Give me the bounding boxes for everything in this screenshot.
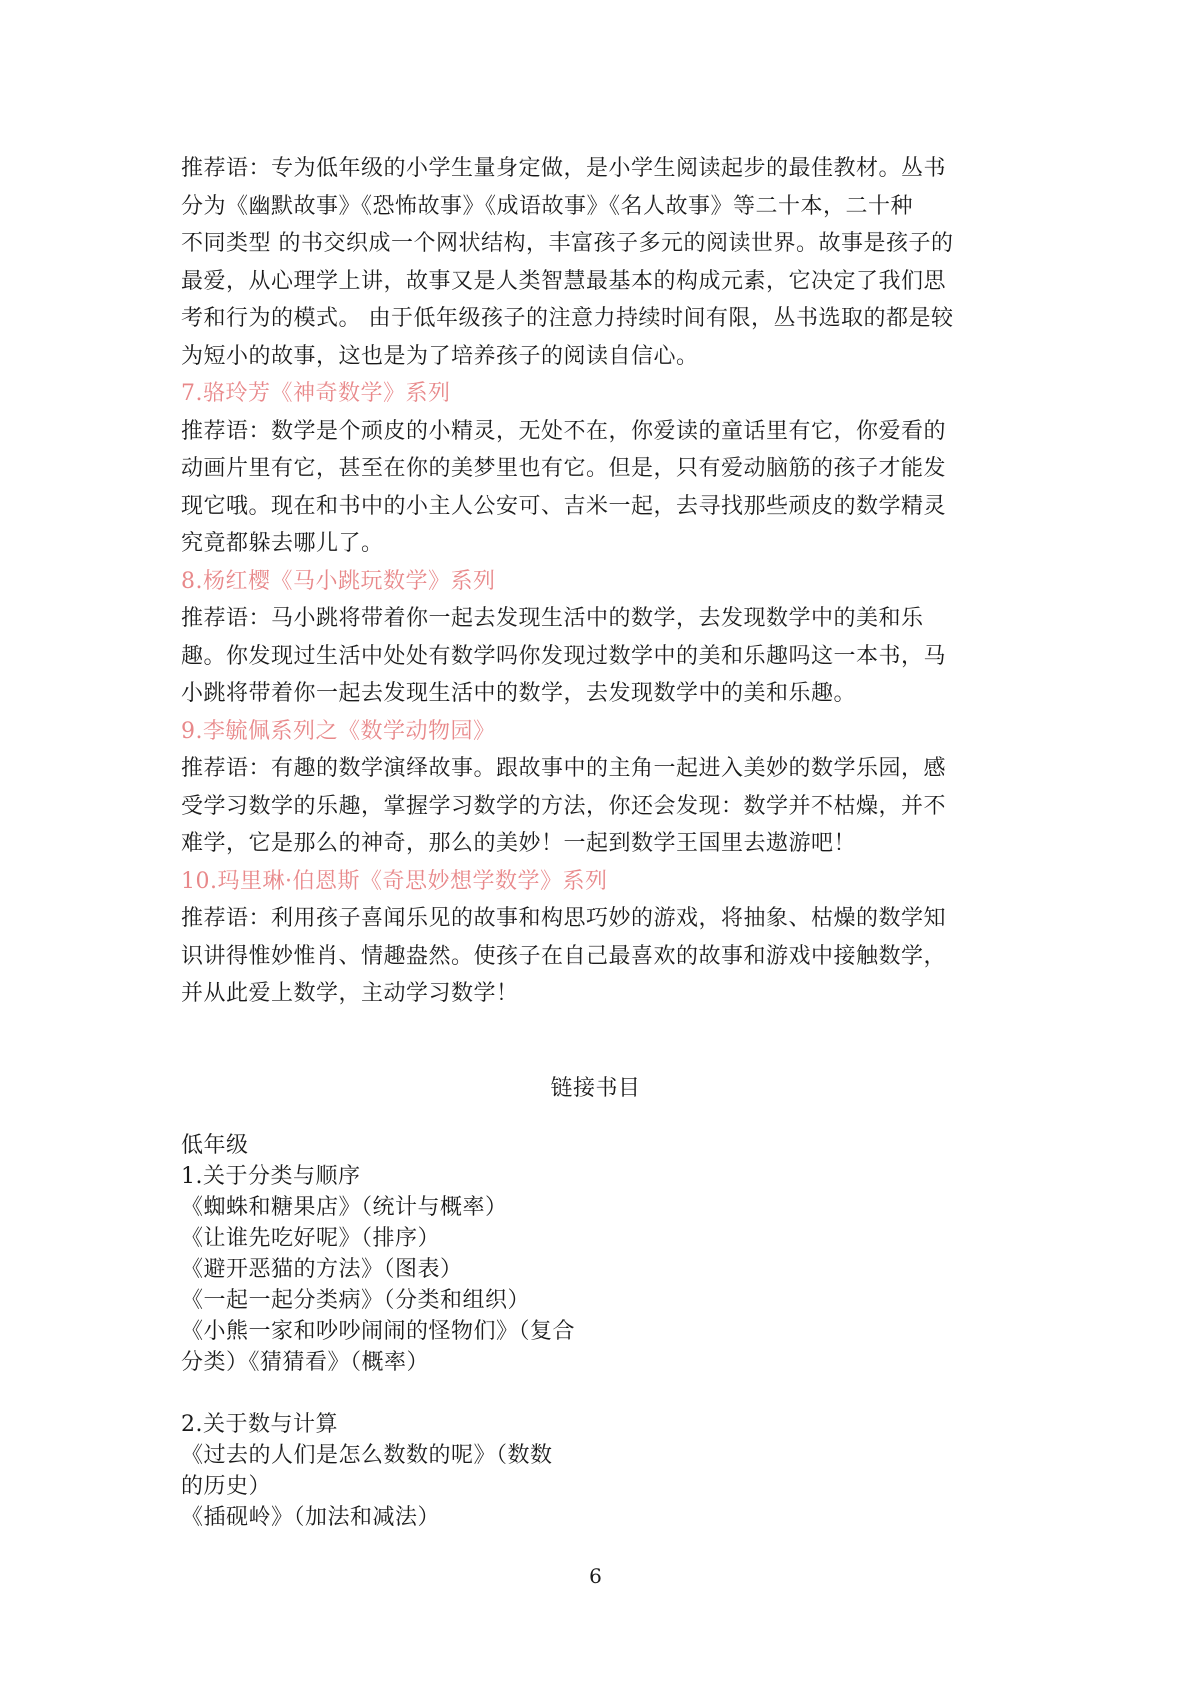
book10-line: 并从此爱上数学，主动学习数学！ [181,981,519,1006]
book9-line: 推荐语：有趣的数学演绎故事。跟故事中的主角一起进入美妙的数学乐园，感 [181,756,947,781]
page-number: 6 [589,1564,602,1588]
list-item: 《一起一起分类病》（分类和组织） [181,1288,531,1313]
book9-heading: 9.李毓佩系列之《数学动物园》 [181,718,496,744]
intro-line: 分为《幽默故事》《恐怖故事》《成语故事》《名人故事》等二十本，二十种 [181,193,914,219]
group1-title: 1.关于分类与顺序 [181,1164,361,1189]
linked-books-title: 链接书目 [550,1076,641,1101]
book8-line: 推荐语：马小跳将带着你一起去发现生活中的数学，去发现数学中的美和乐 [181,606,924,631]
grade-label: 低年级 [181,1133,249,1158]
book9-line: 受学习数学的乐趣，掌握学习数学的方法，你还会发现：数学并不枯燥，并不 [181,793,947,819]
book8-line: 小跳将带着你一起去发现生活中的数学，去发现数学中的美和乐趣。 [181,681,857,706]
intro-line: 为短小的故事，这也是为了培养孩子的阅读自信心。 [181,343,699,369]
book-recommendations [181,150,1011,1013]
intro-line: 最爱，从心理学上讲，故事又是人类智慧最基本的构成元素，它决定了我们思 [181,268,947,294]
book8-heading: 8.杨红樱《马小跳玩数学》系列 [181,568,496,594]
book7-line: 推荐语：数学是个顽皮的小精灵，无处不在，你爱读的童话里有它，你爱看的 [181,418,947,444]
intro-line: 推荐语：专为低年级的小学生量身定做，是小学生阅读起步的最佳教材。丛书 [181,156,947,181]
group2-title: 2.关于数与计算 [181,1412,338,1437]
intro-line: 考和行为的模式。 由于低年级孩子的注意力持续时间有限，丛书选取的都是较 [181,306,954,331]
book10-line: 推荐语：利用孩子喜闻乐见的故事和构思巧妙的游戏，将抽象、枯燥的数学知 [181,906,947,931]
list-item: 分类）《猜猜看》（概率） [181,1350,430,1375]
intro-line: 不同类型 的书交织成一个网状结构，丰富孩子多元的阅读世界。故事是孩子的 [181,231,954,256]
book7-line: 现它哦。现在和书中的小主人公安可、吉米一起，去寻找那些顽皮的数学精灵 [181,493,947,519]
spacer [181,1378,681,1409]
list-item: 《插砚岭》（加法和减法） [181,1505,441,1530]
list-item: 《避开恶猫的方法》（图表） [181,1257,463,1282]
book9-line: 难学，它是那么的神奇，那么的美妙！一起到数学王国里去遨游吧！ [181,831,857,856]
list-item: 《过去的人们是怎么数数的呢》（数数 [181,1443,553,1468]
book7-line: 动画片里有它，甚至在你的美梦里也有它。但是，只有爱动脑筋的孩子才能发 [181,456,947,481]
book7-line: 究竟都躲去哪儿了。 [181,531,384,556]
list-item: 《让谁先吃好呢》（排序） [181,1226,441,1251]
book10-heading: 10.玛里琳·伯恩斯《奇思妙想学数学》系列 [181,868,608,894]
book10-line: 识讲得惟妙惟肖、情趣盎然。使孩子在自己最喜欢的故事和游戏中接触数学， [181,943,947,969]
book7-heading: 7.骆玲芳《神奇数学》系列 [181,381,451,406]
book8-line: 趣。你发现过生活中处处有数学吗你发现过数学中的美和乐趣吗这一本书，马 [181,643,947,669]
linked-books-list [181,1130,681,1533]
list-item: 《蜘蛛和糖果店》（统计与概率） [181,1195,508,1220]
list-item: 的历史） [181,1474,272,1499]
list-item: 《小熊一家和吵吵闹闹的怪物们》（复合 [181,1319,576,1344]
